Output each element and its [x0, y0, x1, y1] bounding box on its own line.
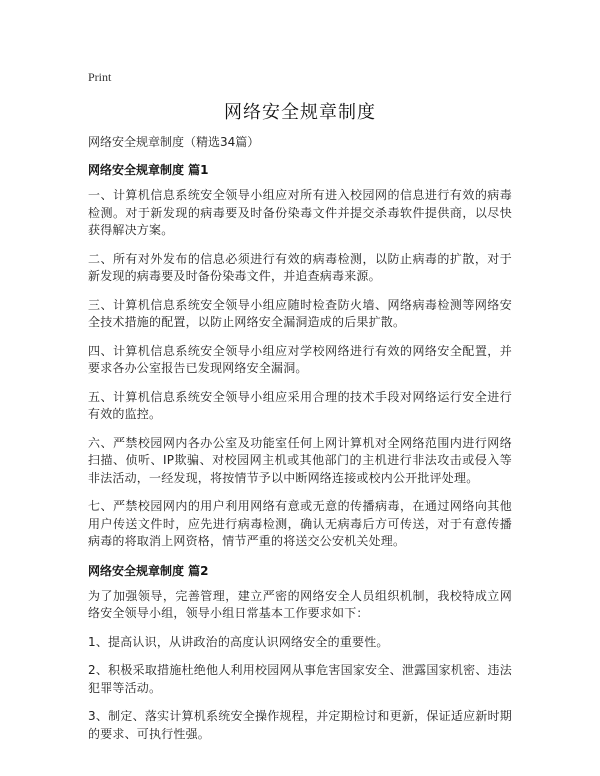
- document-title: 网络安全规章制度: [224, 102, 376, 123]
- document-body: [88, 133, 512, 754]
- section-heading: 网络安全规章制度 篇2: [88, 563, 209, 578]
- paragraph: 六、严禁校园网内各办公室及功能室任何上网计算机对全网络范围内进行网络扫描、侦听、IP欺骗、对校园网主机或其他部门的主机进行非法攻击或侵入等非法活动，一经发现，将按情节予以中断网络连接或校内公开批评处理。: [88, 435, 512, 485]
- section-2: [88, 562, 512, 744]
- print-link[interactable]: Print: [88, 70, 112, 84]
- paragraph: 二、所有对外发布的信息必须进行有效的病毒检测，以防止病毒的扩散，对于新发现的病毒要及时备份染毒文件，并追查病毒来源。: [88, 251, 512, 283]
- paragraph: 1、提高认识，从讲政治的高度认识网络安全的重要性。: [88, 634, 389, 649]
- document-subtitle: 网络安全规章制度（精选34篇）: [88, 135, 260, 149]
- paragraph: 三、计算机信息系统安全领导小组应随时检查防火墙、网络病毒检测等网络安全技术措施的配置，以防止网络安全漏洞造成的后果扩散。: [88, 297, 512, 329]
- paragraph: 四、计算机信息系统安全领导小组应对学校网络进行有效的网络安全配置，并要求各办公室报告已发现网络安全漏洞。: [88, 343, 512, 375]
- paragraph: 为了加强领导，完善管理，建立严密的网络安全人员组织机制，我校特成立网络安全领导小组，领导小组日常基本工作要求如下：: [88, 588, 512, 620]
- paragraph: 七、严禁校园网内的用户利用网络有意或无意的传播病毒，在通过网络向其他用户传送文件时，应先进行病毒检测，确认无病毒后方可传送，对于有意传播病毒的将取消上网资格，情节严重的将送交公安机关处理。: [88, 499, 512, 548]
- paragraph: 一、计算机信息系统安全领导小组应对所有进入校园网的信息进行有效的病毒检测。对于新发现的病毒要及时备份染毒文件并提交杀毒软件提供商，以尽快获得解决方案。: [88, 188, 512, 237]
- section-1: [88, 161, 512, 551]
- section-heading: 网络安全规章制度 篇1: [88, 163, 209, 177]
- paragraph: 3、制定、落实计算机系统安全操作规程，并定期检讨和更新，保证适应新时期的要求、可执行性强。: [88, 709, 512, 741]
- paragraph: 2、积极采取措施杜绝他人利用校园网从事危害国家安全、泄露国家机密、违法犯罪等活动。: [88, 663, 512, 695]
- paragraph: 五、计算机信息系统安全领导小组应采用合理的技术手段对网络运行安全进行有效的监控。: [88, 389, 512, 421]
